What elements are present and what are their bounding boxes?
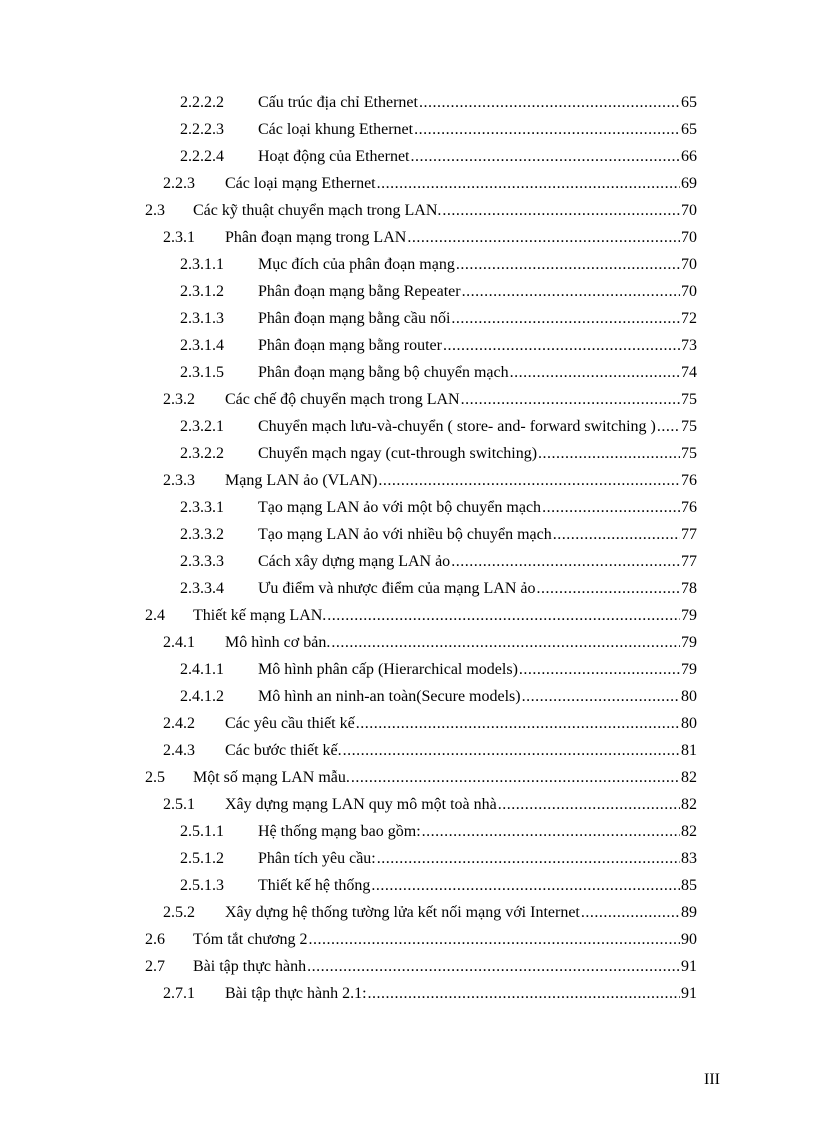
- toc-entry-title: Phân đoạn mạng bằng bộ chuyển mạch: [258, 364, 509, 381]
- toc-entry-title: Các loại khung Ethernet: [258, 121, 414, 138]
- toc-entry[interactable]: [0, 224, 816, 251]
- toc-entry[interactable]: [0, 953, 816, 980]
- toc-entry-title: Các chế độ chuyển mạch trong LAN: [225, 391, 460, 408]
- dot-leader: [327, 602, 680, 629]
- toc-entry-number: 2.4.3: [163, 742, 195, 759]
- toc-entry[interactable]: [0, 980, 816, 1007]
- toc-entry-title: Các yêu cầu thiết kế: [225, 715, 355, 732]
- toc-entry-line: [258, 116, 697, 143]
- toc-entry-line: [258, 143, 697, 170]
- toc-entry-number: 2.5.1.2: [180, 850, 224, 867]
- toc-entry-title: Tạo mạng LAN ảo với một bộ chuyển mạch: [258, 499, 542, 516]
- toc-entry[interactable]: [0, 170, 816, 197]
- dot-leader: [422, 818, 680, 845]
- toc-entry-line: [225, 980, 697, 1007]
- toc-entry-number: 2.3.2.1: [180, 418, 224, 435]
- toc-entry-page: 65: [681, 121, 697, 138]
- toc-entry-title: Phân đoạn mạng bằng router: [258, 337, 442, 354]
- toc-entry-title: Tạo mạng LAN ảo với nhiều bộ chuyển mạch: [258, 526, 552, 543]
- toc-entry-number: 2.7.1: [163, 985, 195, 1002]
- toc-entry-line: [258, 332, 697, 359]
- toc-entry-number: 2.3.1.3: [180, 310, 224, 327]
- toc-entry-page: 91: [681, 958, 697, 975]
- dot-leader: [308, 926, 680, 953]
- toc-entry[interactable]: [0, 710, 816, 737]
- toc-entry-title: Phân đoạn mạng bằng cầu nối: [258, 310, 451, 327]
- dot-leader: [414, 116, 680, 143]
- toc-entry-title: Các loại mạng Ethernet: [225, 175, 376, 192]
- dot-leader: [510, 359, 680, 386]
- toc-entry-page: 74: [681, 364, 697, 381]
- toc-entry-number: 2.2.3: [163, 175, 195, 192]
- toc-entry-number: 2.4.1.2: [180, 688, 224, 705]
- dot-leader: [461, 386, 680, 413]
- dot-leader: [377, 170, 680, 197]
- toc-entry-line: [258, 278, 697, 305]
- toc-entry[interactable]: [0, 440, 816, 467]
- toc-entry-title: Cấu trúc địa chỉ Ethernet: [258, 94, 418, 111]
- toc-entry-page: 72: [681, 310, 697, 327]
- toc-entry-page: 69: [681, 175, 697, 192]
- dot-leader: [542, 494, 680, 521]
- dot-leader: [522, 683, 680, 710]
- toc-entry[interactable]: [0, 656, 816, 683]
- toc-entry[interactable]: [0, 602, 816, 629]
- toc-entry[interactable]: [0, 548, 816, 575]
- toc-entry-page: 90: [681, 931, 697, 948]
- toc-entry-line: [258, 413, 697, 440]
- toc-entry-page: 78: [681, 580, 697, 597]
- toc-entry[interactable]: [0, 764, 816, 791]
- toc-entry-title: Tóm tắt chương 2: [193, 931, 308, 948]
- toc-entry-number: 2.5: [145, 769, 165, 786]
- toc-entry-line: [193, 953, 697, 980]
- dot-leader: [407, 224, 680, 251]
- dot-leader: [377, 845, 680, 872]
- dot-leader: [368, 980, 680, 1007]
- dot-leader: [419, 89, 680, 116]
- dot-leader: [442, 197, 680, 224]
- toc-entry-number: 2.3.1.5: [180, 364, 224, 381]
- toc-entry-title: Bài tập thực hành 2.1:: [225, 985, 367, 1002]
- toc-entry-page: 79: [681, 607, 697, 624]
- dot-leader: [456, 251, 680, 278]
- toc-entry-title: Mục đích của phân đoạn mạng: [258, 256, 455, 273]
- toc-entry-page: 81: [681, 742, 697, 759]
- toc-entry-line: [258, 683, 697, 710]
- toc-entry-number: 2.4.1.1: [180, 661, 224, 678]
- toc-entry-line: [258, 305, 697, 332]
- toc-entry-line: [225, 791, 697, 818]
- toc-entry[interactable]: [0, 791, 816, 818]
- toc-entry-page: 79: [681, 661, 697, 678]
- toc-entry-title: Cách xây dựng mạng LAN ảo: [258, 553, 451, 570]
- toc-entry-page: 77: [681, 526, 697, 543]
- toc-entry-line: [225, 629, 697, 656]
- toc-entry-number: 2.3: [145, 202, 165, 219]
- toc-entry-line: [258, 548, 697, 575]
- toc-entry[interactable]: [0, 629, 816, 656]
- toc-entry[interactable]: [0, 737, 816, 764]
- dot-leader: [657, 413, 680, 440]
- toc-entry[interactable]: [0, 926, 816, 953]
- toc-entry-number: 2.3.2.2: [180, 445, 224, 462]
- toc-entry-title: Phân đoạn mạng bằng Repeater: [258, 283, 461, 300]
- toc-entry-number: 2.2.2.4: [180, 148, 224, 165]
- toc-entry-title: Phân đoạn mạng trong LAN: [225, 229, 407, 246]
- toc-entry-line: [258, 818, 697, 845]
- toc-entry-title: Các kỹ thuật chuyển mạch trong LAN.: [193, 202, 442, 219]
- toc-entry-title: Ưu điểm và nhược điểm của mạng LAN ảo: [258, 580, 536, 597]
- toc-entry-page: 82: [681, 769, 697, 786]
- toc-entry[interactable]: [0, 494, 816, 521]
- toc-entry-line: [225, 386, 697, 413]
- dot-leader: [536, 575, 680, 602]
- toc-entry[interactable]: [0, 251, 816, 278]
- toc-entry[interactable]: [0, 467, 816, 494]
- toc-entry-number: 2.2.2.3: [180, 121, 224, 138]
- toc-entry-page: 79: [681, 634, 697, 651]
- dot-leader: [411, 143, 681, 170]
- dot-leader: [331, 629, 680, 656]
- toc-entry[interactable]: [0, 278, 816, 305]
- page-number: III: [704, 1071, 720, 1088]
- toc-entry-number: 2.3.3.1: [180, 499, 224, 516]
- toc-entry-page: 70: [681, 202, 697, 219]
- dot-leader: [519, 656, 680, 683]
- toc-entry-page: 73: [681, 337, 697, 354]
- toc-entry-page: 65: [681, 94, 697, 111]
- toc-entry-number: 2.2.2.2: [180, 94, 224, 111]
- toc-entry-title: Thiết kế mạng LAN.: [193, 607, 327, 624]
- toc-entry-number: 2.3.1.1: [180, 256, 224, 273]
- toc-entry[interactable]: [0, 89, 816, 116]
- toc-entry-number: 2.3.2: [163, 391, 195, 408]
- toc-entry-number: 2.3.1: [163, 229, 195, 246]
- dot-leader: [462, 278, 680, 305]
- toc-entry-line: [258, 494, 697, 521]
- table-of-contents: [0, 89, 816, 1007]
- toc-entry-number: 2.6: [145, 931, 165, 948]
- toc-entry-page: 77: [681, 553, 697, 570]
- toc-entry-page: 76: [681, 499, 697, 516]
- toc-entry[interactable]: [0, 845, 816, 872]
- toc-entry-page: 70: [681, 229, 697, 246]
- toc-entry-page: 82: [681, 823, 697, 840]
- dot-leader: [443, 332, 680, 359]
- toc-entry-number: 2.5.1.1: [180, 823, 224, 840]
- toc-entry-page: 89: [681, 904, 697, 921]
- toc-entry[interactable]: [0, 872, 816, 899]
- toc-entry[interactable]: [0, 521, 816, 548]
- toc-entry-line: [258, 521, 697, 548]
- toc-entry-number: 2.3.3.3: [180, 553, 224, 570]
- toc-entry-title: Thiết kế hệ thống: [258, 877, 371, 894]
- toc-entry-title: Phân tích yêu cầu:: [258, 850, 376, 867]
- toc-entry-number: 2.5.1.3: [180, 877, 224, 894]
- toc-entry[interactable]: [0, 359, 816, 386]
- toc-entry-number: 2.7: [145, 958, 165, 975]
- toc-entry-page: 85: [681, 877, 697, 894]
- toc-entry-line: [193, 764, 697, 791]
- dot-leader: [356, 710, 680, 737]
- toc-entry-line: [193, 602, 697, 629]
- toc-entry-line: [258, 872, 697, 899]
- toc-entry-page: 70: [681, 283, 697, 300]
- toc-entry-title: Chuyển mạch lưu-và-chuyển ( store- and- forward switching ): [258, 418, 656, 435]
- toc-entry-number: 2.3.3: [163, 472, 195, 489]
- dot-leader: [378, 467, 680, 494]
- toc-entry[interactable]: [0, 683, 816, 710]
- toc-entry-title: Các bước thiết kế.: [225, 742, 342, 759]
- toc-entry-page: 75: [681, 391, 697, 408]
- toc-entry-page: 76: [681, 472, 697, 489]
- toc-entry-line: [225, 710, 697, 737]
- toc-entry-line: [258, 656, 697, 683]
- toc-entry-line: [225, 224, 697, 251]
- toc-entry-title: Xây dựng hệ thống tường lửa kết nối mạng với Internet: [225, 904, 580, 921]
- toc-entry-title: Mô hình cơ bản.: [225, 634, 331, 651]
- toc-entry[interactable]: [0, 386, 816, 413]
- toc-entry-page: 82: [681, 796, 697, 813]
- toc-entry-line: [258, 440, 697, 467]
- toc-entry-page: 75: [681, 445, 697, 462]
- toc-entry-number: 2.4.1: [163, 634, 195, 651]
- toc-entry-line: [193, 197, 697, 224]
- toc-entry-number: 2.4.2: [163, 715, 195, 732]
- toc-entry-page: 75: [681, 418, 697, 435]
- toc-entry[interactable]: [0, 899, 816, 926]
- toc-entry-title: Hoạt động của Ethernet: [258, 148, 410, 165]
- toc-entry-line: [258, 251, 697, 278]
- toc-entry-line: [225, 737, 697, 764]
- toc-entry-title: Mạng LAN ảo (VLAN): [225, 472, 378, 489]
- toc-entry-title: Bài tập thực hành: [193, 958, 307, 975]
- toc-entry-number: 2.3.1.4: [180, 337, 224, 354]
- toc-entry-page: 70: [681, 256, 697, 273]
- toc-entry-number: 2.3.3.4: [180, 580, 224, 597]
- toc-entry-number: 2.5.2: [163, 904, 195, 921]
- toc-entry-title: Mô hình phân cấp (Hierarchical models): [258, 661, 518, 678]
- toc-entry-line: [258, 575, 697, 602]
- dot-leader: [451, 305, 680, 332]
- toc-entry-line: [258, 359, 697, 386]
- toc-entry-line: [225, 467, 697, 494]
- dot-leader: [553, 521, 680, 548]
- toc-entry-title: Xây dựng mạng LAN quy mô một toà nhà: [225, 796, 497, 813]
- toc-entry[interactable]: [0, 575, 816, 602]
- toc-entry-number: 2.5.1: [163, 796, 195, 813]
- toc-entry[interactable]: [0, 116, 816, 143]
- toc-entry-title: Hệ thống mạng bao gồm:: [258, 823, 421, 840]
- toc-entry-line: [258, 845, 697, 872]
- toc-entry[interactable]: [0, 413, 816, 440]
- toc-entry-line: [193, 926, 697, 953]
- toc-entry-page: 66: [681, 148, 697, 165]
- dot-leader: [581, 899, 680, 926]
- toc-entry[interactable]: [0, 197, 816, 224]
- dot-leader: [351, 764, 680, 791]
- toc-entry-number: 2.4: [145, 607, 165, 624]
- toc-entry-number: 2.3.3.2: [180, 526, 224, 543]
- toc-entry-line: [258, 89, 697, 116]
- toc-entry-page: 83: [681, 850, 697, 867]
- toc-entry-line: [225, 170, 697, 197]
- toc-entry-title: Mô hình an ninh-an toàn(Secure models): [258, 688, 521, 705]
- toc-entry-page: 80: [681, 688, 697, 705]
- dot-leader: [538, 440, 680, 467]
- toc-entry[interactable]: [0, 332, 816, 359]
- toc-entry-title: Chuyển mạch ngay (cut-through switching): [258, 445, 538, 462]
- toc-entry[interactable]: [0, 305, 816, 332]
- dot-leader: [307, 953, 680, 980]
- toc-entry-line: [225, 899, 697, 926]
- toc-entry-page: 80: [681, 715, 697, 732]
- toc-entry-page: 91: [681, 985, 697, 1002]
- dot-leader: [451, 548, 680, 575]
- dot-leader: [371, 872, 680, 899]
- toc-entry-number: 2.3.1.2: [180, 283, 224, 300]
- toc-entry[interactable]: [0, 818, 816, 845]
- dot-leader: [343, 737, 680, 764]
- toc-entry[interactable]: [0, 143, 816, 170]
- toc-entry-title: Một số mạng LAN mẫu.: [193, 769, 350, 786]
- dot-leader: [498, 791, 680, 818]
